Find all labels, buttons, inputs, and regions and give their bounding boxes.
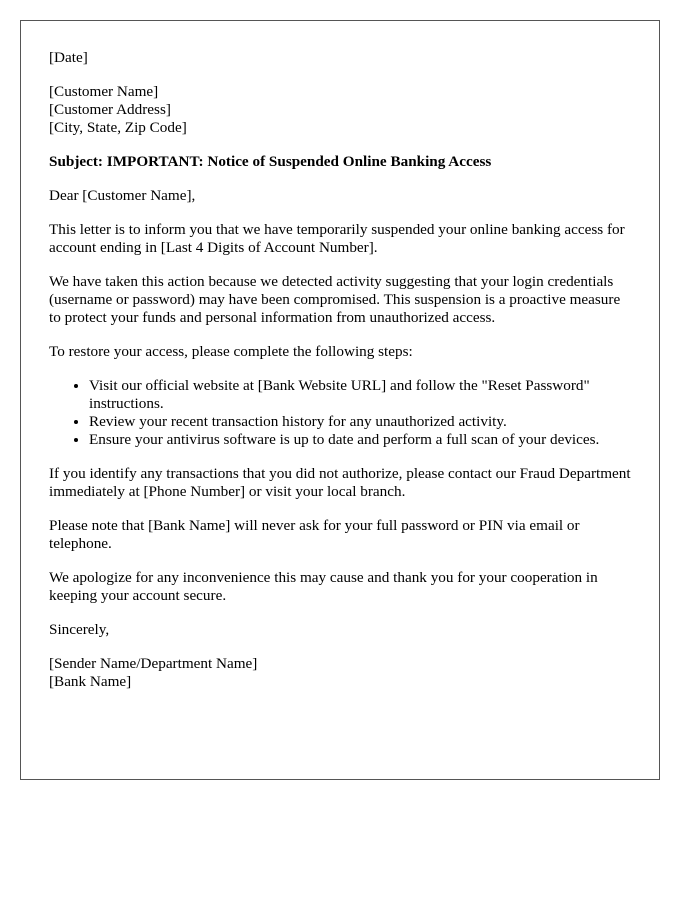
sender-block [49, 655, 631, 691]
signoff: Sincerely, [49, 621, 110, 638]
paragraph-reason: We have taken this action because we detected activity suggesting that your login credentials (username or password) may have been compromised. This suspension is a proactive measure to protect your funds and personal information from unauthorized access. [49, 273, 621, 326]
salutation: Dear [Customer Name], [49, 187, 196, 204]
letter-subject: Subject: IMPORTANT: Notice of Suspended Online Banking Access [49, 153, 492, 170]
step-item-antivirus-scan: • Ensure your antivirus software is up to date and perform a full scan of your devices. [89, 431, 631, 449]
sender-name: [Sender Name/Department Name] [49, 655, 258, 672]
steps-list [49, 377, 631, 449]
letter-document [20, 20, 660, 780]
recipient-city: [City, State, Zip Code] [49, 119, 187, 136]
recipient-address: [Customer Address] [49, 101, 171, 118]
paragraph-apology: We apologize for any inconvenience this may cause and thank you for your cooperation in keeping your account secure. [49, 569, 598, 604]
letter-date: [Date] [49, 49, 88, 66]
sender-bank: [Bank Name] [49, 673, 132, 690]
recipient-block [49, 83, 631, 137]
step-item-review-transactions: • Review your recent transaction history for any unauthorized activity. [89, 413, 631, 431]
paragraph-security-note: Please note that [Bank Name] will never ask for your full password or PIN via email or telephone. [49, 517, 580, 552]
recipient-name: [Customer Name] [49, 83, 159, 100]
paragraph-fraud-contact: If you identify any transactions that you did not authorize, please contact our Fraud Department immediately at [Phone Number] or visit your local branch. [49, 465, 631, 500]
paragraph-steps-intro: To restore your access, please complete the following steps: [49, 343, 413, 360]
paragraph-suspension-notice: This letter is to inform you that we have temporarily suspended your online banking access for account ending in [Last 4 Digits of Account Number]. [49, 221, 625, 256]
step-item-reset-password: • Visit our official website at [Bank Website URL] and follow the "Reset Password" instructions. [89, 377, 631, 413]
